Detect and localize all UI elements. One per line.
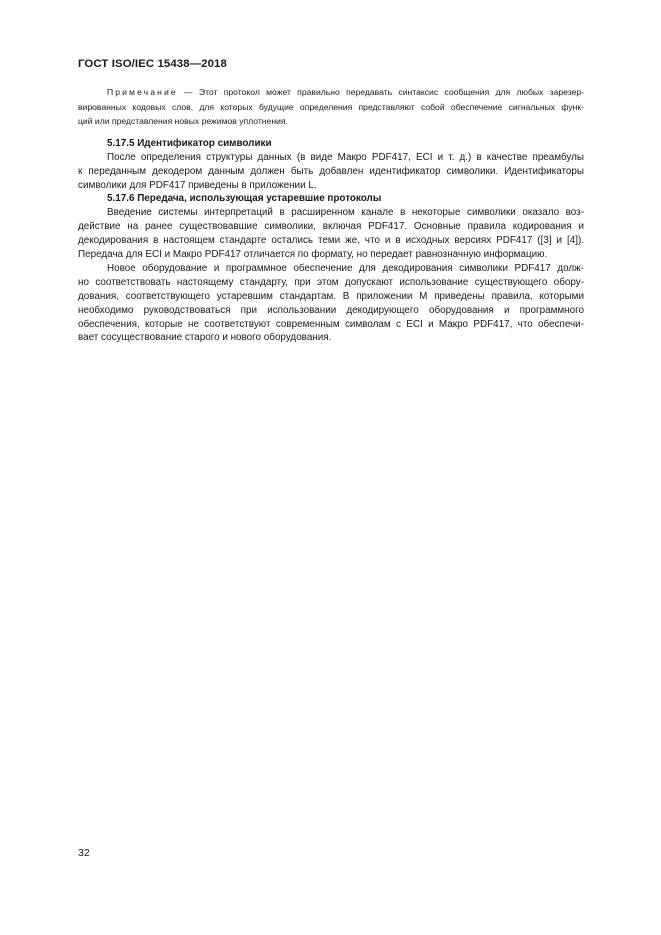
page-number: 32 — [78, 847, 90, 859]
note-label: Примечание — [107, 87, 178, 97]
section-5-17-6-paragraph-1 — [78, 206, 584, 262]
paragraph-line: декодирования в настоящем стандарте остались теми же, что и в исходных версиях PDF417 ([3] и [4]). — [78, 235, 584, 247]
paragraph-line: Введение системы интерпретаций в расширенном канале в некоторые символики оказало воз- — [107, 207, 584, 219]
note-paragraph — [78, 85, 584, 129]
note-line-2: вированных кодовых слов, для которых будущие определения представляют собой обеспечение сигнальных функ- — [78, 101, 584, 112]
section-heading-5-17-5: 5.17.5 Идентификатор символики — [107, 137, 272, 149]
paragraph-line: символики для PDF417 приведены в приложении L. — [78, 179, 317, 191]
paragraph-line: обеспечения, которые не соответствуют современным символам с ECI и Макро PDF417, что обеспечи- — [78, 318, 584, 330]
paragraph-line: Передача для ECI и Макро PDF417 отличается по формату, но передает равнозначную информацию. — [78, 249, 548, 261]
paragraph-line: к переданным декодером данным должен быть добавлен идентификатор символики. Идентификаторы — [78, 165, 584, 177]
section-5-17-6-paragraph-2 — [78, 262, 584, 345]
section-5-17-5-paragraph — [78, 151, 584, 193]
paragraph-line: вает сосуществование старого и нового оборудования. — [78, 332, 332, 344]
section-heading-5-17-6: 5.17.6 Передача, использующая устаревшие протоколы — [107, 193, 382, 205]
paragraph-line: но соответствовать настоящему стандарту, при этом допускают использование существующего обору- — [78, 276, 584, 288]
paragraph-line: действие на ранее существовавшие символики, включая PDF417. Основные правила кодирования и — [78, 221, 584, 233]
note-line-1: Примечание — Этот протокол может правильно передавать синтаксис сообщения для любых зарезер- — [107, 87, 584, 97]
paragraph-line: дования, соответствующего устаревшим стандартам. В приложении М приведены правила, которыми — [78, 290, 584, 302]
note-line-3: ций или представления новых режимов уплотнения. — [78, 116, 288, 127]
page-content — [78, 85, 584, 345]
paragraph-line: Новое оборудование и программное обеспечение для декодирования символики PDF417 долж- — [107, 262, 584, 274]
paragraph-line: необходимо руководствоваться при использовании декодирующего оборудования и программного — [78, 304, 584, 316]
document-header: ГОСТ ISO/IEC 15438—2018 — [78, 58, 227, 70]
paragraph-line: После определения структуры данных (в виде Макро PDF417, ECI и т. д.) в качестве преамбулы — [107, 151, 584, 163]
